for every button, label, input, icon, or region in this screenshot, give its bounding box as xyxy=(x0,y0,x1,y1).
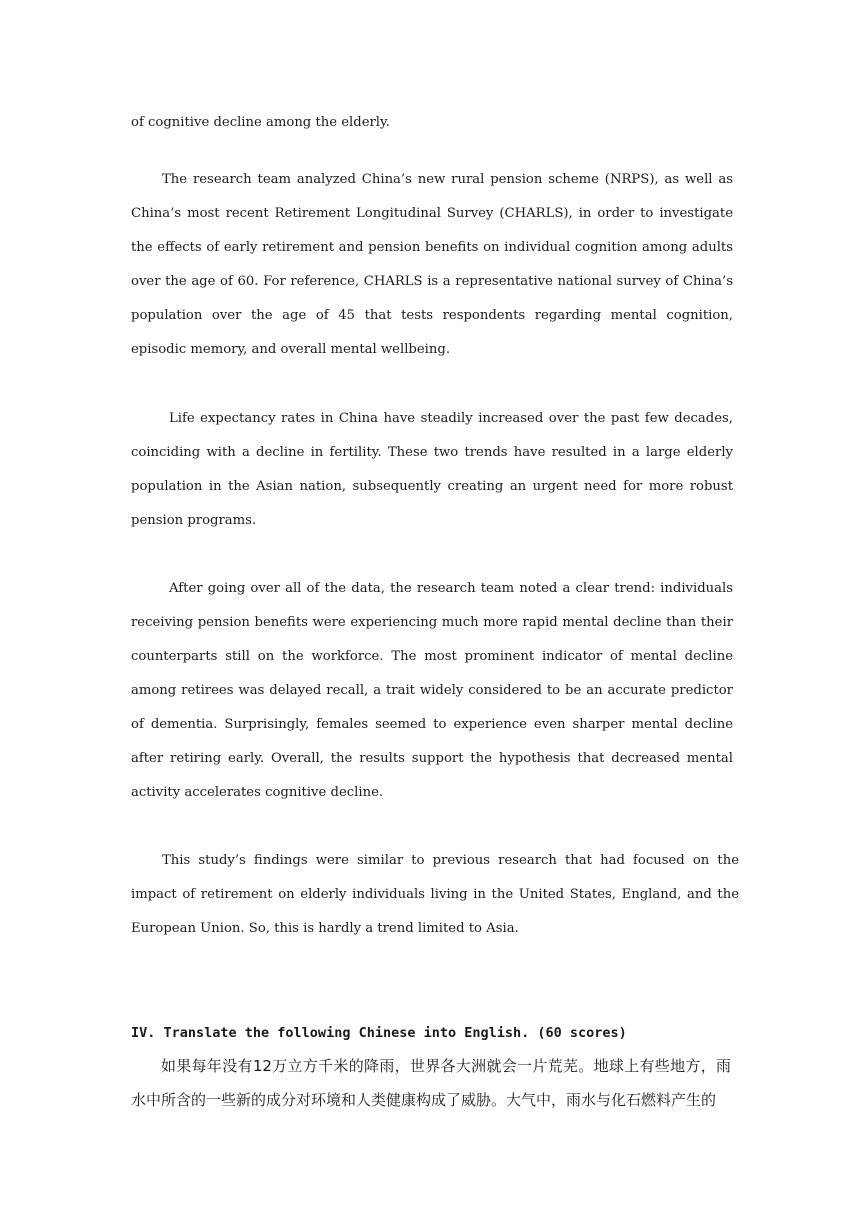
paragraph-life-expectancy: Life expectancy rates in China have steadily increased over the past few decades, coinciding with a decline in fertility. These two trends have resulted in a large elderly population in the Asian nation, subsequently creating an urgent need for more robust pension programs. xyxy=(131,411,733,528)
chinese-passage: 如果每年没有12万立方千米的降雨，世界各大洲就会一片荒芜。地球上有些地方，雨水中所含的一些新的成分对环境和人类健康构成了威胁。大气中，雨水与化石燃料产生的 xyxy=(131,1057,731,1109)
intro-fragment: of cognitive decline among the elderly. xyxy=(131,115,390,130)
paragraph-study-findings: This study’s findings were similar to previous research that had focused on the impact of retirement on elderly individuals living in the United States, England, and the European Union. So, this is hardly a trend limited to Asia. xyxy=(131,853,739,936)
paragraph-data-trend: After going over all of the data, the research team noted a clear trend: individuals receiving pension benefits were experiencing much more rapid mental decline than their counterparts still on the workforce. The most prominent indicator of mental decline among retirees was delayed recall, a trait widely considered to be an accurate predictor of dementia. Surprisingly, females seemed to experience even sharper mental decline after retiring early. Overall, the results support the hypothesis that decreased mental activity accelerates cognitive decline. xyxy=(131,581,733,800)
paragraph-research-team: The research team analyzed China’s new rural pension scheme (NRPS), as well as China’s most recent Retirement Longitudinal Survey (CHARLS), in order to investigate the effects of early retirement and pension benefits on individual cognition among adults over the age of 60. For reference, CHARLS is a representative national survey of China’s population over the age of 45 that tests respondents regarding mental cognition, episodic memory, and overall mental wellbeing. xyxy=(131,172,733,357)
section-heading: IV. Translate the following Chinese into English. (60 scores) xyxy=(131,1025,627,1041)
